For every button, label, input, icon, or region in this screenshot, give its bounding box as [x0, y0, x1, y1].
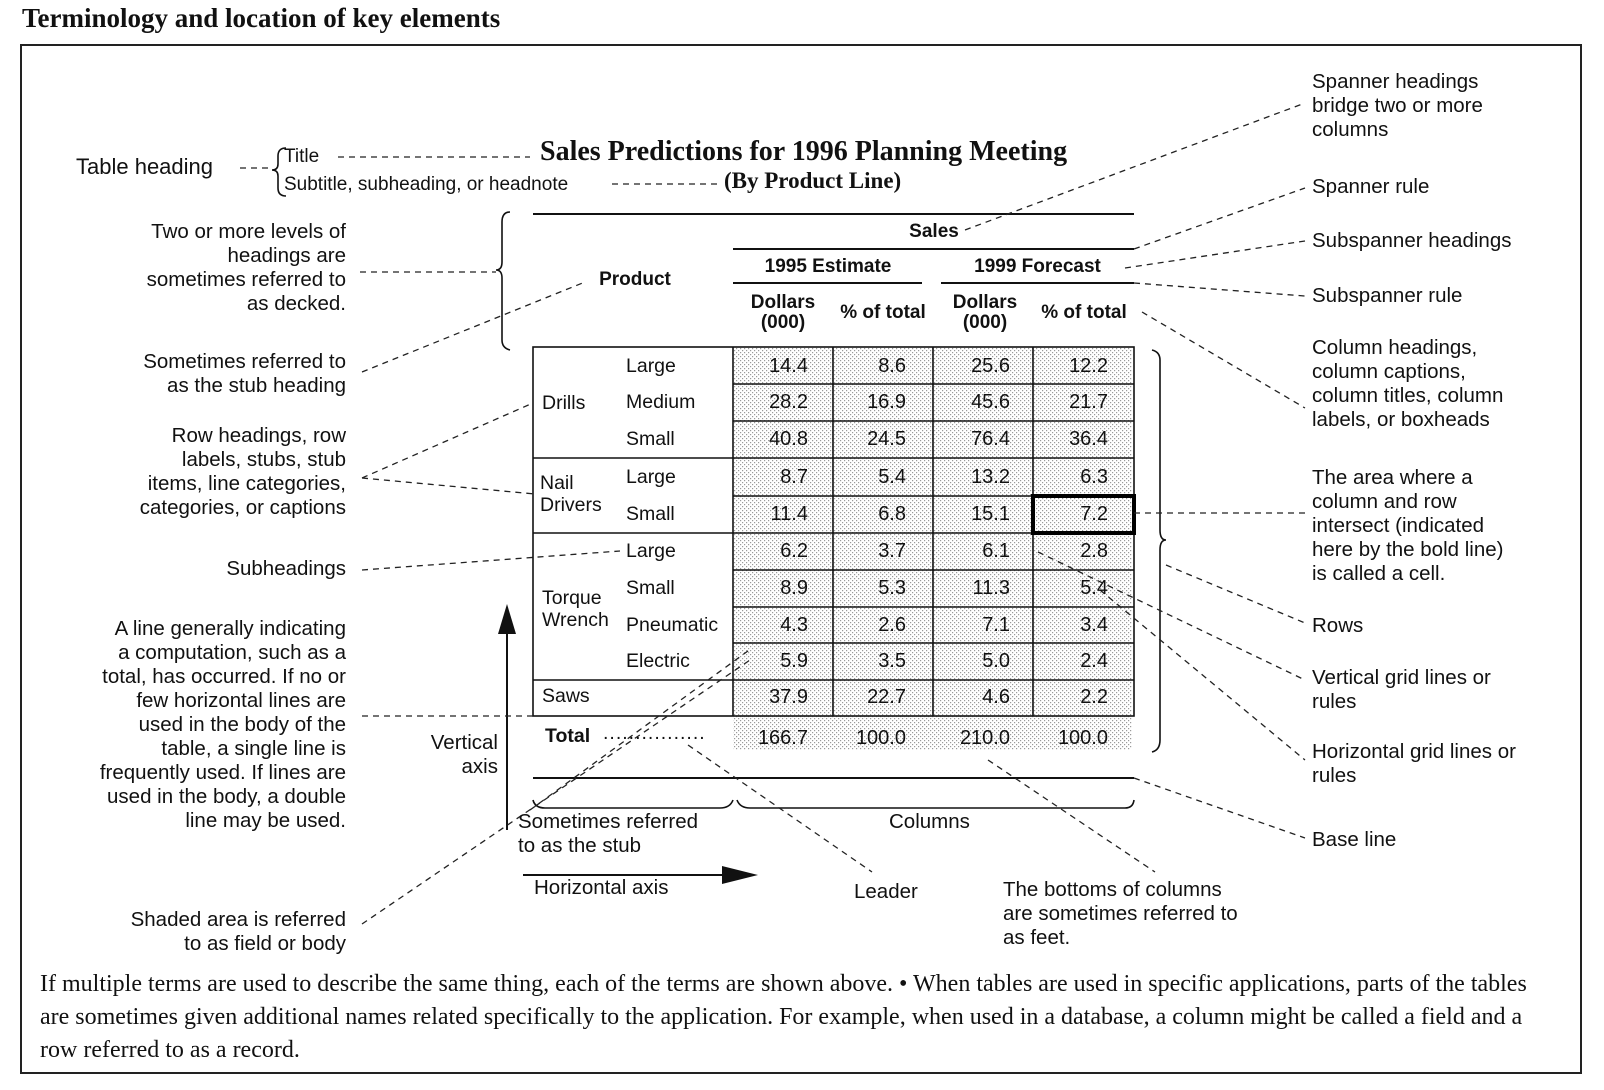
item-nail-small: Small [626, 503, 675, 525]
label-vertical-axis: Vertical axis [430, 731, 498, 778]
label-feet: The bottoms of columns are sometimes referred to as feet. [1003, 878, 1238, 949]
data-cell: 11.4 [770, 503, 808, 525]
stub-heading: Product [599, 269, 671, 290]
data-cell: 36.4 [1069, 428, 1108, 450]
label-computation: A line generally indicating a computation, such as a total, has occurred. If no or few horizontal lines are used in the body of the table, a single line is frequently used. If lines are used in the body, a double line may be used. [99, 617, 346, 832]
data-cell: 76.4 [971, 428, 1010, 450]
subspanner-heading-1995: 1995 Estimate [764, 256, 892, 277]
horizontal-axis-arrowhead [722, 866, 758, 884]
label-subheadings: Subheadings [226, 557, 346, 580]
data-cell: 12.2 [1069, 355, 1108, 377]
data-cell: 3.4 [1080, 614, 1108, 636]
vertical-axis-arrowhead [498, 604, 516, 634]
label-horizontal-axis: Horizontal axis [534, 876, 669, 899]
data-cell: 6.3 [1080, 466, 1108, 488]
data-cell: 8.6 [878, 355, 906, 377]
table-subtitle: (By Product Line) [724, 168, 902, 193]
label-spanner-headings: Spanner headings bridge two or more columns [1312, 70, 1483, 141]
label-stub-heading: Sometimes referred to as the stub heading [143, 350, 346, 397]
label-columns: Columns [889, 810, 970, 833]
data-cell: 37.9 [769, 686, 808, 708]
label-title-tag: Title [284, 146, 320, 167]
label-subspanner-headings: Subspanner headings [1312, 229, 1512, 252]
label-field: Shaded area is referred to as field or body [130, 908, 346, 955]
total-leader-dots: ................ [603, 722, 706, 744]
data-cell: 6.2 [780, 540, 808, 562]
subspanner-heading-1999: 1999 Forecast [974, 256, 1101, 277]
page-title: Terminology and location of key elements [22, 3, 501, 33]
group-torque-wrench: Torque Wrench [542, 587, 609, 631]
spanner-heading: Sales [909, 221, 959, 242]
data-cell: 4.6 [982, 686, 1010, 708]
label-leader: Leader [854, 880, 918, 903]
item-torque-electric: Electric [626, 650, 690, 672]
label-row-headings: Row headings, row labels, stubs, stub items, line categories, categories, or captions [139, 424, 346, 519]
item-nail-large: Large [626, 466, 676, 488]
data-cell: 40.8 [769, 428, 808, 450]
total-label: Total [545, 725, 591, 747]
label-horizontal-grid: Horizontal grid lines or rules [1312, 740, 1516, 787]
label-rows: Rows [1312, 614, 1364, 637]
data-cell: 25.6 [971, 355, 1010, 377]
item-torque-small: Small [626, 577, 675, 599]
footnote: If multiple terms are used to describe the same thing, each of the terms are shown above. • When tables are used in specific applications, parts of the tables are sometimes given additional names related specifically to the application. For example, when used in a database, a column might be called a field and a row referred to as a record. [40, 971, 1527, 1063]
item-drills-large: Large [626, 355, 676, 377]
data-cell: 3.7 [878, 540, 906, 562]
data-cell: 14.4 [769, 355, 808, 377]
group-saws: Saws [542, 685, 590, 707]
label-column-headings: Column headings, column captions, column titles, column labels, or boxheads [1312, 336, 1504, 431]
data-cell: 21.7 [1069, 391, 1108, 413]
label-decked: Two or more levels of headings are sometimes referred to as decked. [146, 220, 346, 315]
data-cell: 13.2 [971, 466, 1010, 488]
data-cell: 4.3 [780, 614, 808, 636]
data-cell: 45.6 [971, 391, 1010, 413]
item-torque-large: Large [626, 540, 676, 562]
data-cell: 2.4 [1080, 650, 1108, 672]
col-head-4: % of total [1041, 302, 1127, 323]
data-cell: 2.2 [1080, 686, 1108, 708]
data-cell: 2.6 [878, 614, 906, 636]
item-torque-pneumatic: Pneumatic [626, 614, 719, 636]
data-cell: 28.2 [769, 391, 808, 413]
label-subtitle-tag: Subtitle, subheading, or headnote [284, 174, 569, 195]
label-spanner-rule: Spanner rule [1312, 175, 1430, 198]
data-cell: 16.9 [867, 391, 906, 413]
label-stub: Sometimes referred to as the stub [518, 810, 699, 857]
data-cell: 22.7 [867, 686, 906, 708]
item-drills-medium: Medium [626, 391, 696, 413]
label-table-heading: Table heading [76, 154, 214, 179]
total-dollars-1999: 210.0 [959, 727, 1010, 749]
label-cell: The area where a column and row intersect (indicated here by the bold line) is called a cell. [1312, 466, 1504, 585]
total-pct-1995: 100.0 [855, 727, 906, 749]
data-cell: 3.5 [878, 650, 906, 672]
data-cell: 11.3 [972, 577, 1010, 599]
data-cell: 5.0 [982, 650, 1010, 672]
table-title: Sales Predictions for 1996 Planning Meeting [540, 136, 1068, 167]
data-cell: 7.2 [1080, 503, 1108, 525]
data-cell: 5.3 [878, 577, 906, 599]
col-head-2: % of total [840, 302, 926, 323]
data-cell: 2.8 [1080, 540, 1108, 562]
item-drills-small: Small [626, 428, 675, 450]
col-head-3: Dollars (000) [952, 292, 1018, 333]
label-base-line: Base line [1312, 828, 1397, 851]
data-cell: 24.5 [867, 428, 906, 450]
data-cell: 7.1 [982, 614, 1010, 636]
total-dollars-1995: 166.7 [757, 727, 808, 749]
data-cell: 6.1 [982, 540, 1010, 562]
label-vertical-grid: Vertical grid lines or rules [1312, 666, 1491, 713]
label-subspanner-rule: Subspanner rule [1312, 284, 1463, 307]
data-cell: 8.9 [780, 577, 808, 599]
group-drills: Drills [542, 392, 586, 414]
data-cell: 5.9 [780, 650, 808, 672]
data-cell: 5.4 [1080, 577, 1108, 599]
data-cell: 6.8 [878, 503, 906, 525]
group-nail-drivers: Nail Drivers [540, 472, 602, 516]
col-head-1: Dollars (000) [750, 292, 816, 333]
data-cell: 5.4 [878, 466, 906, 488]
data-cell: 15.1 [971, 503, 1010, 525]
data-cell: 8.7 [780, 466, 808, 488]
total-pct-1999: 100.0 [1057, 727, 1108, 749]
